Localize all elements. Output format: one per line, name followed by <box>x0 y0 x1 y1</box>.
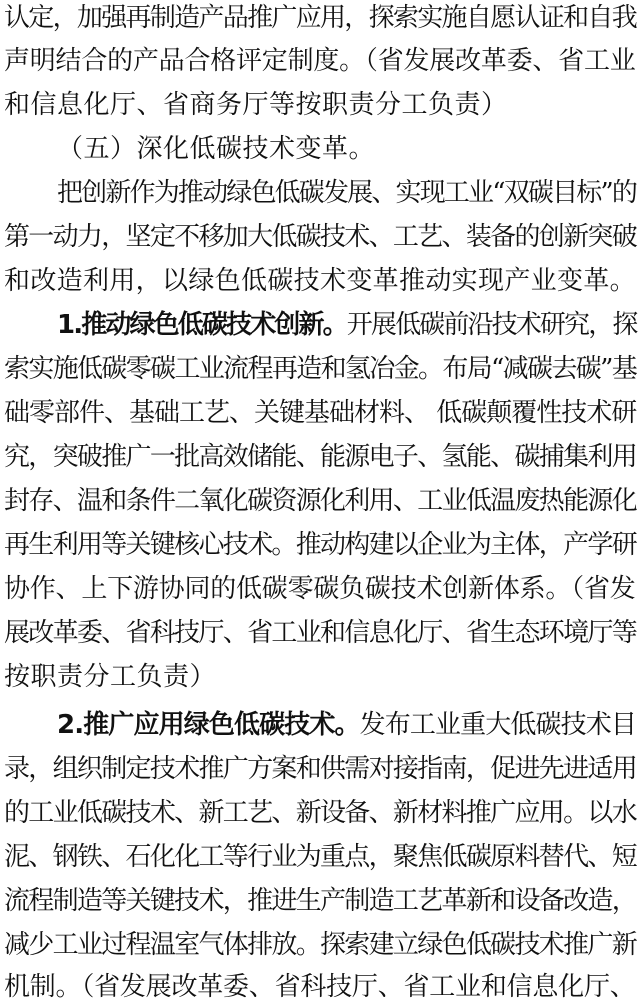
body-line-7: 和改造利用，以绿色低碳技术变革推动实现产业变革。 <box>4 266 637 296</box>
body-line-14: 协作、上下游协同的低碳零碳负碳技术创新体系。（省发 <box>4 574 636 604</box>
body-line-9: 索实施低碳零碳工业流程再造和氢冶金。布局“减碳去碳”基 <box>4 354 637 384</box>
subsection-2-line: 2.推广应用绿色低碳技术。发布工业重大低碳技术目 <box>57 710 636 740</box>
body-line-16: 按职责分工负责） <box>4 662 217 692</box>
body-line-15: 展改革委、省科技厅、省工业和信息化厅、省生态环境厅等 <box>4 618 637 648</box>
subsection-1-line: 1.推动绿色低碳技术创新。开展低碳前沿技术研究，探 <box>57 310 637 340</box>
body-line-6: 第一动力，坚定不移加大低碳技术、工艺、装备的创新突破 <box>4 222 637 252</box>
subsection-2-heading: 2.推广应用绿色低碳技术。 <box>57 710 360 740</box>
body-line-12: 封存、温和条件二氧化碳资源化利用、工业低温废热能源化 <box>4 486 637 516</box>
body-line-5: 把创新作为推动绿色低碳发展、实现工业“双碳目标”的 <box>57 178 637 208</box>
body-line-19: 的工业低碳技术、新工艺、新设备、新材料推广应用。以水 <box>4 798 637 828</box>
body-line-11: 究，突破推广一批高效储能、能源电子、氢能、碳捕集利用 <box>4 442 637 472</box>
body-line-1: 认定，加强再制造产品推广应用，探索实施自愿认证和自我 <box>4 3 637 33</box>
subsection-1-heading: 1.推动绿色低碳技术创新。 <box>57 310 347 340</box>
body-line-13: 再生利用等关键核心技术。推动构建以企业为主体，产学研 <box>4 530 637 560</box>
body-line-23: 机制。（省发展改革委、省科技厅、省工业和信息化厅、 <box>4 972 636 1002</box>
section-heading: （五）深化低碳技术变革。 <box>57 134 376 164</box>
body-line-10: 础零部件、基础工艺、关键基础材料、 低碳颠覆性技术研 <box>4 398 637 428</box>
body-line-22: 减少工业过程温室气体排放。探索建立绿色低碳技术推广新 <box>4 930 637 960</box>
body-line-20: 泥、钢铁、石化化工等行业为重点，聚焦低碳原料替代、短 <box>4 842 637 872</box>
body-line-3: 和信息化厅、省商务厅等按职责分工负责） <box>4 90 508 120</box>
body-line-21: 流程制造等关键技术，推进生产制造工艺革新和设备改造， <box>4 886 637 916</box>
body-line-18: 录，组织制定技术推广方案和供需对接指南，促进先进适用 <box>4 754 637 784</box>
body-line-2: 声明结合的产品合格评定制度。（省发展改革委、省工业 <box>4 46 636 76</box>
